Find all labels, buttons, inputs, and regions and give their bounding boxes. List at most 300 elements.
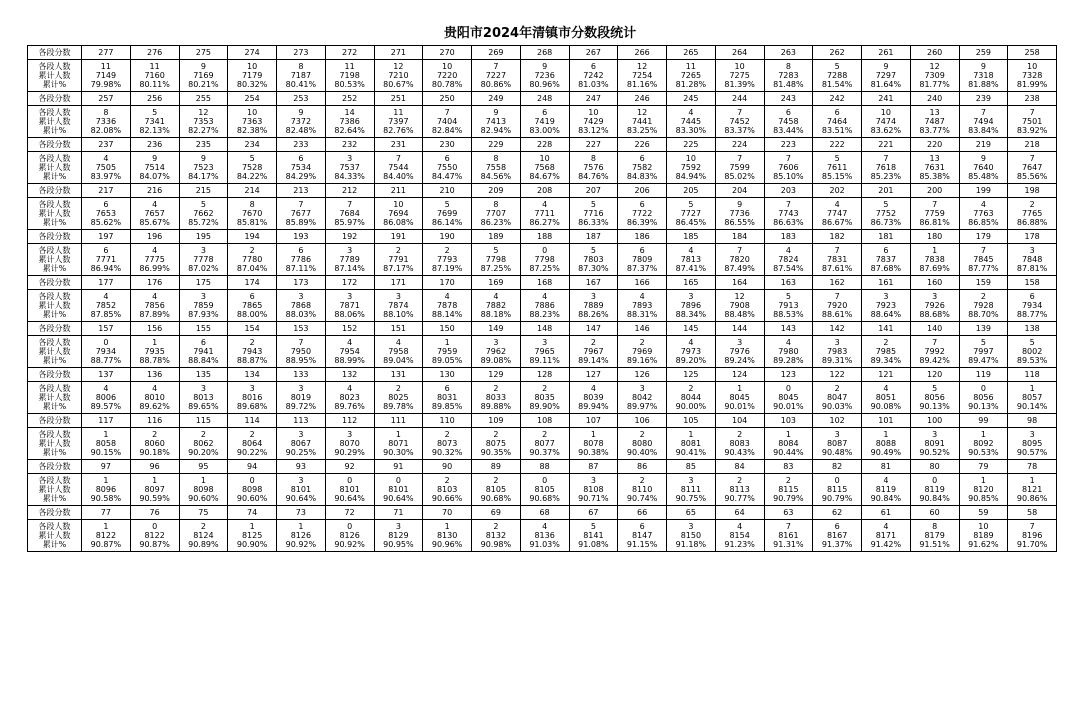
score-cell: 204 bbox=[715, 184, 764, 198]
score-cell: 65 bbox=[667, 506, 716, 520]
cumulative-value: 7752 bbox=[875, 208, 897, 218]
count-value: 6 bbox=[542, 107, 548, 117]
cumulative-value: 8189 bbox=[973, 530, 994, 540]
stats-row bbox=[28, 106, 1057, 138]
score-cell: 134 bbox=[228, 368, 277, 382]
percent-value: 88.18% bbox=[480, 310, 512, 320]
stats-cell bbox=[715, 290, 764, 322]
stats-cell bbox=[813, 336, 862, 368]
score-cell: 183 bbox=[764, 230, 813, 244]
score-row-label: 各段分数 bbox=[28, 506, 82, 520]
stats-cell bbox=[472, 428, 521, 460]
score-cell: 154 bbox=[228, 322, 277, 336]
count-value: 7 bbox=[785, 521, 791, 531]
count-value: 3 bbox=[1029, 245, 1035, 255]
stats-cell bbox=[520, 290, 569, 322]
percent-value: 86.85% bbox=[968, 218, 999, 228]
stats-cell bbox=[959, 106, 1008, 138]
percent-value: 81.54% bbox=[821, 80, 853, 90]
percent-value: 88.77% bbox=[1016, 310, 1048, 320]
percent-value: 90.01% bbox=[773, 402, 804, 412]
percent-value: 91.62% bbox=[968, 540, 999, 550]
score-cell: 221 bbox=[862, 138, 911, 152]
score-cell: 159 bbox=[959, 276, 1008, 290]
count-value: 9 bbox=[883, 61, 889, 71]
count-value: 1 bbox=[1029, 383, 1035, 393]
percent-value: 86.88% bbox=[1016, 218, 1048, 228]
count-value: 8 bbox=[493, 153, 499, 163]
count-value: 1 bbox=[932, 245, 938, 255]
stats-cell bbox=[667, 382, 716, 414]
cumulative-value: 8136 bbox=[534, 530, 555, 540]
stats-cell bbox=[130, 290, 179, 322]
cumulative-value: 8108 bbox=[583, 484, 604, 494]
percent-value: 88.70% bbox=[968, 310, 999, 320]
cumulative-value: 7283 bbox=[778, 70, 799, 80]
count-value: 1 bbox=[883, 429, 889, 439]
stats-cell bbox=[277, 382, 326, 414]
percent-value: 89.14% bbox=[578, 356, 609, 366]
score-cell: 135 bbox=[179, 368, 228, 382]
cumulative-value: 8087 bbox=[826, 438, 848, 448]
stats-cell bbox=[862, 290, 911, 322]
cumulative-value: 8129 bbox=[388, 530, 409, 540]
percent-label: 累计% bbox=[42, 172, 67, 182]
cumulative-value: 7798 bbox=[485, 254, 507, 264]
score-cell: 214 bbox=[228, 184, 277, 198]
stats-cell bbox=[325, 152, 374, 184]
stats-cell bbox=[277, 336, 326, 368]
count-value: 4 bbox=[785, 337, 791, 347]
cumulative-value: 7441 bbox=[631, 116, 653, 126]
stats-row bbox=[28, 428, 1057, 460]
stats-cell bbox=[130, 60, 179, 92]
stats-cell bbox=[862, 60, 911, 92]
cumulative-value: 8075 bbox=[485, 438, 507, 448]
cumulative-value: 7747 bbox=[826, 208, 848, 218]
stats-cell bbox=[715, 428, 764, 460]
count-value: 3 bbox=[200, 245, 206, 255]
percent-value: 80.21% bbox=[188, 80, 219, 90]
score-cell: 261 bbox=[862, 46, 911, 60]
percent-value: 89.42% bbox=[919, 356, 950, 366]
cumulative-value: 7429 bbox=[583, 116, 604, 126]
count-value: 4 bbox=[883, 475, 889, 485]
count-value: 6 bbox=[103, 199, 109, 209]
score-cell: 254 bbox=[228, 92, 277, 106]
cumulative-value: 8122 bbox=[95, 530, 117, 540]
cumulative-value: 8095 bbox=[1021, 438, 1043, 448]
cumulative-value: 7544 bbox=[388, 162, 409, 172]
stats-cell bbox=[130, 520, 179, 552]
stats-row-labels bbox=[28, 152, 82, 184]
cumulative-value: 8058 bbox=[95, 438, 117, 448]
cumulative-value: 7848 bbox=[1021, 254, 1043, 264]
cumulative-value: 8115 bbox=[826, 484, 848, 494]
count-value: 4 bbox=[639, 291, 645, 301]
count-value: 6 bbox=[590, 61, 596, 71]
count-value: 0 bbox=[249, 475, 255, 485]
count-value: 8 bbox=[590, 153, 596, 163]
count-value: 1 bbox=[980, 475, 986, 485]
stats-cell bbox=[813, 106, 862, 138]
cumulative-value: 7328 bbox=[1021, 70, 1043, 80]
count-value: 3 bbox=[347, 245, 353, 255]
percent-value: 90.38% bbox=[578, 448, 609, 458]
percent-value: 81.39% bbox=[724, 80, 755, 90]
stats-cell bbox=[228, 336, 277, 368]
score-cell: 158 bbox=[1008, 276, 1057, 290]
stats-cell bbox=[423, 106, 472, 138]
stats-cell bbox=[374, 428, 423, 460]
stats-cell bbox=[569, 60, 618, 92]
count-value: 6 bbox=[639, 153, 645, 163]
score-cell: 114 bbox=[228, 414, 277, 428]
cumulative-value: 8078 bbox=[583, 438, 604, 448]
stats-cell bbox=[325, 244, 374, 276]
score-cell: 94 bbox=[228, 460, 277, 474]
percent-value: 90.25% bbox=[285, 448, 317, 458]
percent-value: 89.08% bbox=[480, 356, 512, 366]
cumulative-value: 7198 bbox=[339, 70, 360, 80]
percent-value: 88.87% bbox=[236, 356, 268, 366]
percent-value: 90.57% bbox=[1016, 448, 1048, 458]
score-header-row bbox=[28, 414, 1057, 428]
score-cell: 238 bbox=[1008, 92, 1057, 106]
score-cell: 77 bbox=[82, 506, 131, 520]
score-cell: 130 bbox=[423, 368, 472, 382]
count-value: 8 bbox=[493, 199, 499, 209]
cumulative-value: 7771 bbox=[95, 254, 117, 264]
cumulative-value: 7618 bbox=[875, 162, 897, 172]
percent-value: 90.41% bbox=[675, 448, 707, 458]
stats-cell bbox=[764, 60, 813, 92]
cumulative-value: 7722 bbox=[631, 208, 653, 218]
percent-value: 89.53% bbox=[1016, 356, 1048, 366]
count-value: 4 bbox=[347, 337, 353, 347]
score-cell: 152 bbox=[325, 322, 374, 336]
score-cell: 270 bbox=[423, 46, 472, 60]
percent-value: 87.04% bbox=[236, 264, 268, 274]
cumulative-value: 7778 bbox=[193, 254, 214, 264]
score-cell: 267 bbox=[569, 46, 618, 60]
stats-cell bbox=[715, 106, 764, 138]
cumulative-value: 7413 bbox=[485, 116, 507, 126]
count-value: 5 bbox=[152, 107, 158, 117]
cumulative-value: 7670 bbox=[241, 208, 263, 218]
stats-cell bbox=[1008, 60, 1057, 92]
score-row-label: 各段分数 bbox=[28, 230, 82, 244]
percent-value: 89.76% bbox=[334, 402, 365, 412]
cumulative-value: 7341 bbox=[144, 116, 165, 126]
stats-cell bbox=[520, 474, 569, 506]
score-cell: 243 bbox=[764, 92, 813, 106]
stats-cell bbox=[130, 198, 179, 230]
score-cell: 188 bbox=[520, 230, 569, 244]
percent-value: 83.00% bbox=[529, 126, 560, 136]
count-value: 1 bbox=[103, 475, 109, 485]
score-cell: 226 bbox=[618, 138, 667, 152]
score-cell: 91 bbox=[374, 460, 423, 474]
score-cell: 245 bbox=[667, 92, 716, 106]
cumulative-value: 8130 bbox=[436, 530, 458, 540]
cumulative-value: 7297 bbox=[875, 70, 897, 80]
cumulative-value: 7309 bbox=[924, 70, 945, 80]
stats-cell bbox=[520, 60, 569, 92]
score-cell: 179 bbox=[959, 230, 1008, 244]
percent-value: 90.22% bbox=[236, 448, 268, 458]
cumulative-value: 8083 bbox=[729, 438, 750, 448]
cumulative-value: 8141 bbox=[583, 530, 604, 540]
stats-cell bbox=[764, 382, 813, 414]
score-cell: 119 bbox=[959, 368, 1008, 382]
count-value: 7 bbox=[347, 199, 353, 209]
score-cell: 125 bbox=[667, 368, 716, 382]
score-cell: 68 bbox=[520, 506, 569, 520]
cumulative-value: 7220 bbox=[436, 70, 458, 80]
cumulative-value: 8098 bbox=[193, 484, 214, 494]
count-value: 3 bbox=[737, 337, 743, 347]
count-label: 各段人数 bbox=[38, 337, 71, 347]
stats-cell bbox=[228, 520, 277, 552]
count-value: 1 bbox=[444, 337, 450, 347]
stats-cell bbox=[813, 152, 862, 184]
score-cell: 128 bbox=[520, 368, 569, 382]
score-cell: 75 bbox=[179, 506, 228, 520]
cumulative-value: 7934 bbox=[1021, 300, 1043, 310]
count-value: 3 bbox=[347, 429, 353, 439]
stats-row-labels bbox=[28, 106, 82, 138]
percent-value: 85.67% bbox=[139, 218, 170, 228]
percent-value: 90.89% bbox=[188, 540, 219, 550]
stats-cell bbox=[667, 336, 716, 368]
score-cell: 182 bbox=[813, 230, 862, 244]
score-cell: 233 bbox=[277, 138, 326, 152]
score-cell: 250 bbox=[423, 92, 472, 106]
percent-value: 81.88% bbox=[968, 80, 999, 90]
cumulative-value: 7852 bbox=[95, 300, 117, 310]
count-value: 8 bbox=[249, 199, 255, 209]
percent-value: 87.85% bbox=[90, 310, 122, 320]
cumulative-value: 7558 bbox=[485, 162, 507, 172]
cumulative-value: 8080 bbox=[631, 438, 653, 448]
cumulative-value: 7926 bbox=[924, 300, 945, 310]
percent-value: 89.04% bbox=[383, 356, 414, 366]
stats-cell bbox=[520, 336, 569, 368]
count-value: 4 bbox=[590, 383, 596, 393]
count-value: 12 bbox=[929, 61, 940, 71]
cumulative-value: 7169 bbox=[193, 70, 214, 80]
stats-cell bbox=[764, 520, 813, 552]
stats-cell bbox=[813, 244, 862, 276]
score-cell: 268 bbox=[520, 46, 569, 60]
count-value: 1 bbox=[444, 521, 450, 531]
cumulative-value: 8096 bbox=[95, 484, 117, 494]
stats-cell bbox=[715, 382, 764, 414]
percent-value: 85.97% bbox=[334, 218, 365, 228]
stats-cell bbox=[228, 428, 277, 460]
stats-cell bbox=[618, 428, 667, 460]
count-value: 7 bbox=[298, 337, 304, 347]
cumulative-value: 7445 bbox=[680, 116, 702, 126]
count-value: 12 bbox=[637, 61, 648, 71]
score-cell: 253 bbox=[277, 92, 326, 106]
percent-value: 90.79% bbox=[821, 494, 853, 504]
percent-value: 90.01% bbox=[724, 402, 755, 412]
count-value: 4 bbox=[542, 199, 548, 209]
percent-value: 86.08% bbox=[383, 218, 414, 228]
stats-cell bbox=[82, 428, 131, 460]
count-value: 6 bbox=[200, 337, 206, 347]
count-value: 1 bbox=[737, 383, 743, 393]
count-value: 7 bbox=[883, 153, 889, 163]
count-value: 0 bbox=[395, 475, 401, 485]
stats-cell bbox=[910, 106, 959, 138]
count-value: 10 bbox=[247, 61, 258, 71]
cumulative-value: 7187 bbox=[290, 70, 312, 80]
percent-value: 87.14% bbox=[334, 264, 365, 274]
percent-value: 87.69% bbox=[919, 264, 950, 274]
percent-value: 83.51% bbox=[821, 126, 853, 136]
count-value: 0 bbox=[103, 337, 109, 347]
stats-row bbox=[28, 60, 1057, 92]
count-value: 3 bbox=[688, 291, 694, 301]
count-value: 2 bbox=[980, 291, 986, 301]
score-cell: 111 bbox=[374, 414, 423, 428]
percent-value: 87.41% bbox=[675, 264, 707, 274]
cumulative-value: 7809 bbox=[631, 254, 653, 264]
score-cell: 76 bbox=[130, 506, 179, 520]
percent-value: 90.64% bbox=[334, 494, 365, 504]
stats-cell bbox=[813, 382, 862, 414]
percent-value: 90.35% bbox=[480, 448, 512, 458]
stats-row bbox=[28, 244, 1057, 276]
score-cell: 218 bbox=[1008, 138, 1057, 152]
stats-cell bbox=[472, 60, 521, 92]
count-value: 7 bbox=[1029, 107, 1035, 117]
count-value: 2 bbox=[639, 429, 645, 439]
percent-value: 91.42% bbox=[870, 540, 902, 550]
percent-value: 84.40% bbox=[383, 172, 414, 182]
score-cell: 97 bbox=[82, 460, 131, 474]
percent-value: 85.15% bbox=[821, 172, 853, 182]
percent-value: 90.87% bbox=[90, 540, 122, 550]
score-cell: 168 bbox=[520, 276, 569, 290]
stats-cell bbox=[374, 198, 423, 230]
stats-cell bbox=[569, 290, 618, 322]
score-cell: 192 bbox=[325, 230, 374, 244]
count-value: 13 bbox=[929, 107, 940, 117]
score-cell: 155 bbox=[179, 322, 228, 336]
score-distribution-table bbox=[27, 45, 1057, 552]
count-value: 5 bbox=[590, 521, 596, 531]
stats-cell bbox=[910, 428, 959, 460]
count-value: 2 bbox=[200, 521, 206, 531]
score-cell: 262 bbox=[813, 46, 862, 60]
percent-value: 91.18% bbox=[675, 540, 707, 550]
cumulative-value: 8057 bbox=[1021, 392, 1043, 402]
stats-cell bbox=[813, 198, 862, 230]
count-value: 2 bbox=[444, 245, 450, 255]
cumulative-value: 7523 bbox=[193, 162, 214, 172]
score-header-row bbox=[28, 460, 1057, 474]
stats-cell bbox=[569, 474, 618, 506]
count-value: 3 bbox=[639, 383, 645, 393]
cumulative-label: 累计人数 bbox=[38, 484, 71, 494]
stats-cell bbox=[130, 152, 179, 184]
count-value: 9 bbox=[200, 153, 206, 163]
count-value: 1 bbox=[1029, 475, 1035, 485]
stats-cell bbox=[472, 336, 521, 368]
percent-value: 89.16% bbox=[626, 356, 658, 366]
count-value: 7 bbox=[980, 107, 986, 117]
count-value: 4 bbox=[785, 245, 791, 255]
stats-cell bbox=[813, 290, 862, 322]
stats-cell bbox=[1008, 152, 1057, 184]
count-value: 9 bbox=[737, 199, 743, 209]
stats-cell bbox=[277, 428, 326, 460]
count-value: 5 bbox=[249, 153, 255, 163]
stats-row bbox=[28, 382, 1057, 414]
cumulative-value: 7791 bbox=[388, 254, 409, 264]
cumulative-value: 7913 bbox=[778, 300, 799, 310]
score-cell: 210 bbox=[423, 184, 472, 198]
stats-cell bbox=[472, 382, 521, 414]
percent-value: 90.44% bbox=[773, 448, 804, 458]
stats-row-labels bbox=[28, 520, 82, 552]
score-cell: 108 bbox=[520, 414, 569, 428]
count-value: 5 bbox=[932, 383, 938, 393]
stats-cell bbox=[1008, 106, 1057, 138]
cumulative-value: 7793 bbox=[436, 254, 458, 264]
cumulative-value: 7859 bbox=[193, 300, 214, 310]
percent-value: 87.93% bbox=[188, 310, 219, 320]
stats-cell bbox=[520, 382, 569, 414]
stats-cell bbox=[910, 60, 959, 92]
count-value: 2 bbox=[1029, 199, 1035, 209]
score-cell: 227 bbox=[569, 138, 618, 152]
percent-value: 91.31% bbox=[773, 540, 804, 550]
count-value: 2 bbox=[493, 383, 499, 393]
percent-label: 累计% bbox=[42, 310, 67, 320]
stats-cell bbox=[374, 244, 423, 276]
stats-cell bbox=[569, 106, 618, 138]
stats-cell bbox=[277, 290, 326, 322]
cumulative-value: 7962 bbox=[485, 346, 507, 356]
score-cell: 184 bbox=[715, 230, 764, 244]
cumulative-value: 7227 bbox=[485, 70, 507, 80]
percent-value: 87.81% bbox=[1016, 264, 1048, 274]
percent-value: 90.68% bbox=[529, 494, 560, 504]
percent-label: 累计% bbox=[42, 402, 67, 412]
cumulative-value: 8119 bbox=[875, 484, 897, 494]
percent-value: 89.85% bbox=[431, 402, 463, 412]
cumulative-value: 8092 bbox=[973, 438, 994, 448]
stats-cell bbox=[277, 244, 326, 276]
score-cell: 58 bbox=[1008, 506, 1057, 520]
count-value: 3 bbox=[883, 291, 889, 301]
cumulative-value: 7889 bbox=[583, 300, 604, 310]
score-cell: 82 bbox=[813, 460, 862, 474]
score-cell: 133 bbox=[277, 368, 326, 382]
count-value: 2 bbox=[249, 337, 255, 347]
cumulative-value: 7568 bbox=[534, 162, 555, 172]
cumulative-value: 7404 bbox=[436, 116, 458, 126]
count-value: 3 bbox=[1029, 429, 1035, 439]
cumulative-value: 8091 bbox=[924, 438, 945, 448]
cumulative-value: 8023 bbox=[339, 392, 360, 402]
count-value: 2 bbox=[493, 475, 499, 485]
